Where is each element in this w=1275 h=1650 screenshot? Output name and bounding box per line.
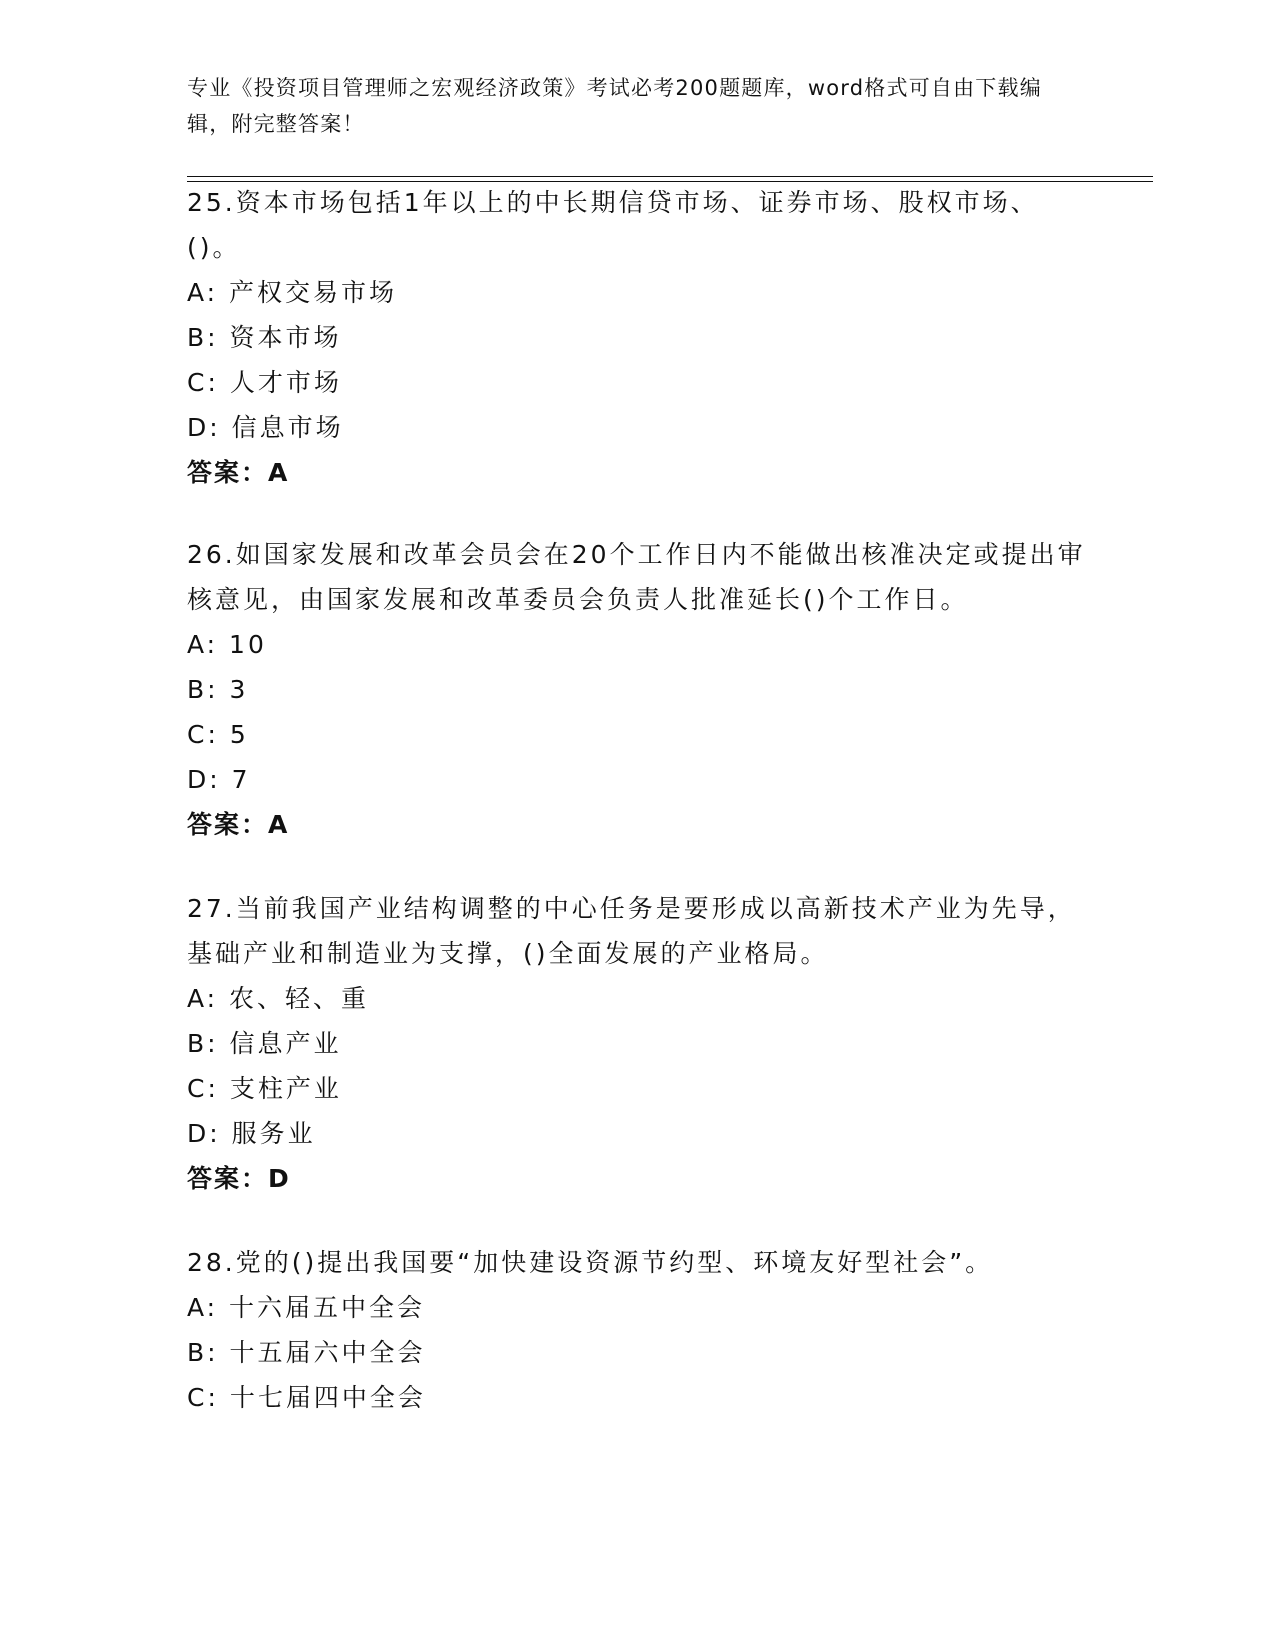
- document-intro: 专业《投资项目管理师之宏观经济政策》考试必考200题题库，word格式可自由下载编辑，附完整答案！: [187, 76, 1042, 136]
- question-25: [187, 180, 1087, 495]
- answer: 答案：A: [187, 810, 290, 839]
- option-a: A: 产权交易市场: [187, 278, 398, 307]
- option-d: D: 信息市场: [187, 413, 344, 442]
- question-stem: 28.党的()提出我国要“加快建设资源节约型、环境友好型社会”。: [187, 1248, 994, 1277]
- option-c: C: 5: [187, 720, 249, 749]
- option-b: B: 3: [187, 675, 249, 704]
- question-28: [187, 1240, 1087, 1420]
- option-c: C: 支柱产业: [187, 1074, 342, 1103]
- answer: 答案：D: [187, 1164, 291, 1193]
- option-a: A: 农、轻、重: [187, 984, 370, 1013]
- option-d: D: 7: [187, 765, 251, 794]
- option-c: C: 十七届四中全会: [187, 1383, 426, 1412]
- option-c: C: 人才市场: [187, 368, 342, 397]
- option-b: B: 十五届六中全会: [187, 1338, 426, 1367]
- option-b: B: 信息产业: [187, 1029, 342, 1058]
- question-27: [187, 886, 1087, 1201]
- question-stem: 26.如国家发展和改革会员会在20个工作日内不能做出核准决定或提出审核意见，由国家发展和改革委员会负责人批准延长()个工作日。: [187, 540, 1086, 614]
- question-stem: 25.资本市场包括1年以上的中长期信贷市场、证券市场、股权市场、()。: [187, 188, 1039, 262]
- header-divider-top: [187, 176, 1153, 177]
- option-a: A: 十六届五中全会: [187, 1293, 426, 1322]
- option-a: A: 10: [187, 630, 267, 659]
- option-d: D: 服务业: [187, 1119, 316, 1148]
- option-b: B: 资本市场: [187, 323, 342, 352]
- question-stem: 27.当前我国产业结构调整的中心任务是要形成以高新技术产业为先导，基础产业和制造业为支撑，()全面发展的产业格局。: [187, 894, 1076, 968]
- question-26: [187, 532, 1087, 847]
- answer: 答案：A: [187, 458, 290, 487]
